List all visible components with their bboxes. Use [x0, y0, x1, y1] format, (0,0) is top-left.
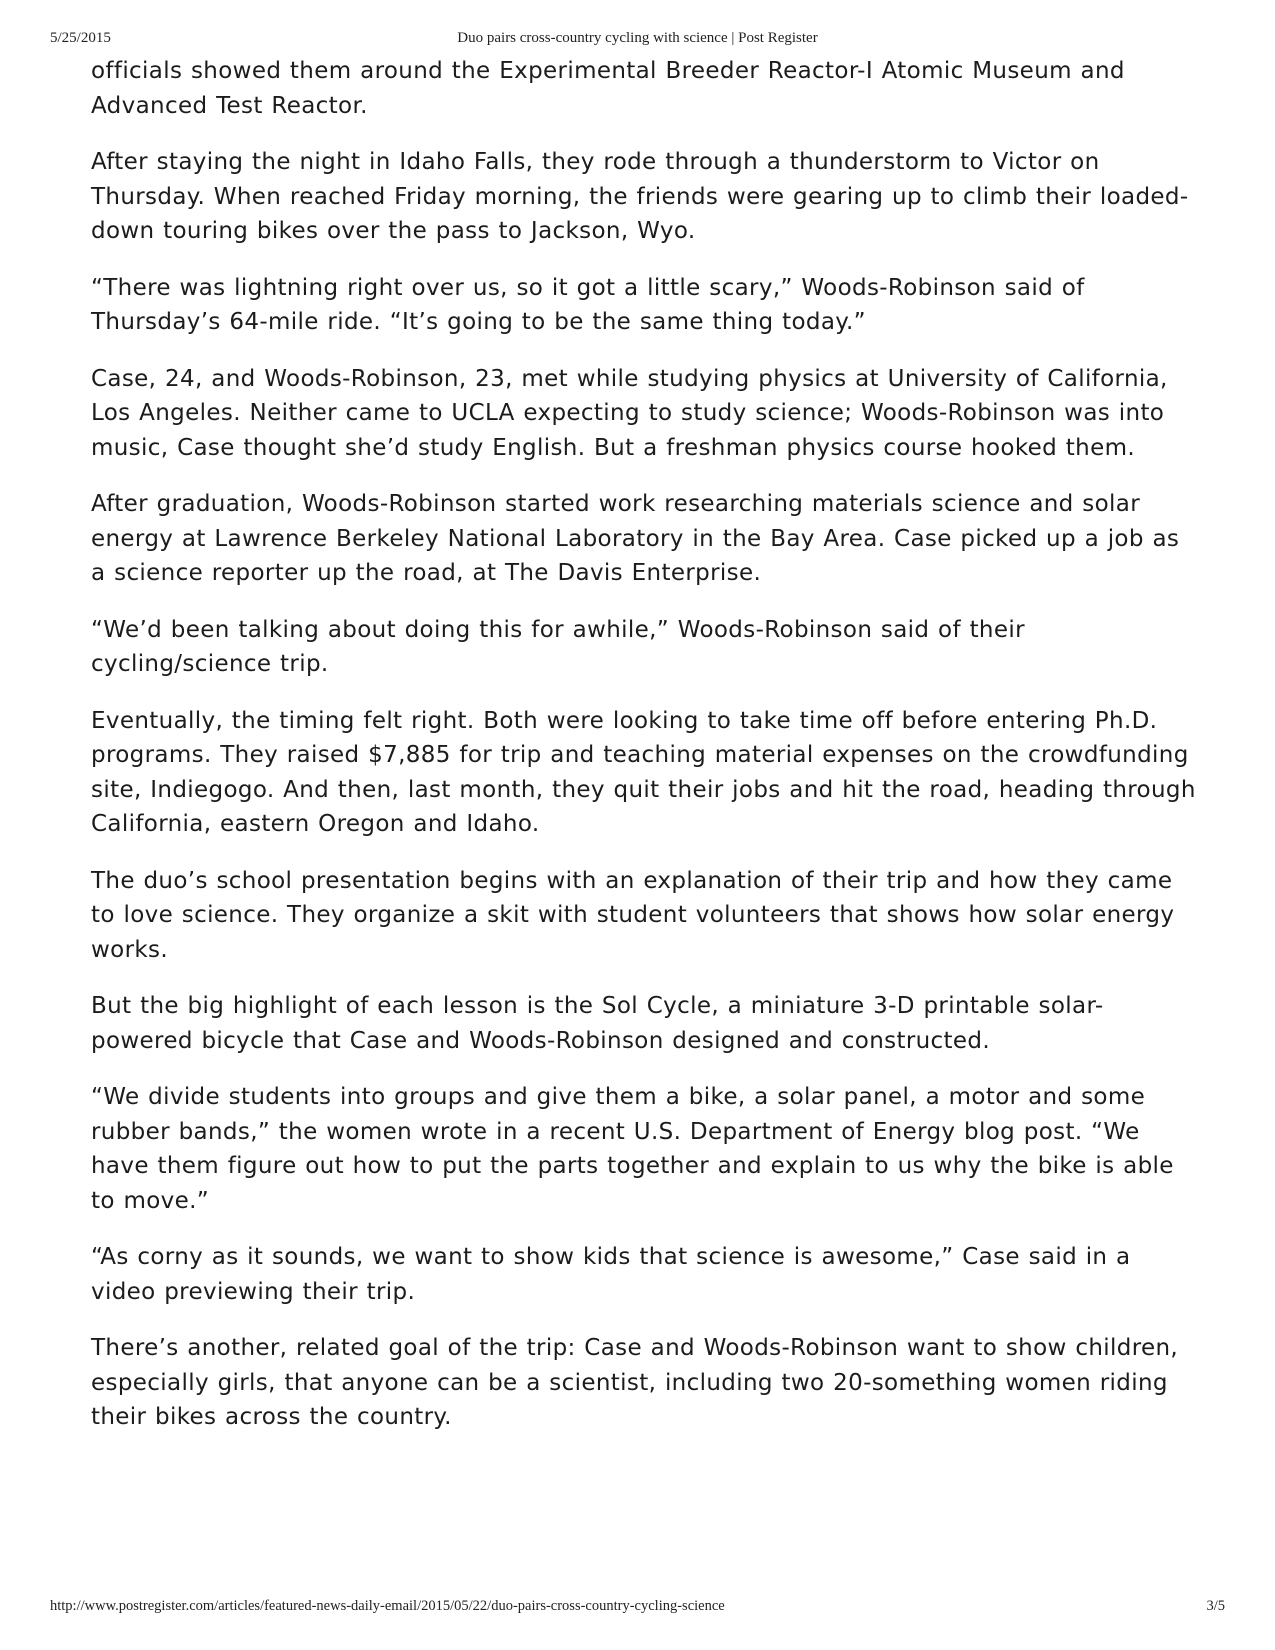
article-paragraph: “As corny as it sounds, we want to show kids that science is awesome,” Case said in a video previewing their trip. — [91, 1244, 1131, 1305]
article-paragraph: “We divide students into groups and give them a bike, a solar panel, a motor and some rubber bands,” the women wrote in a recent U.S. Department of Energy blog post. “We have them figure out how to put the parts together and explain to us why the bike is able to move.” — [91, 1084, 1174, 1214]
article-paragraph: officials showed them around the Experimental Breeder Reactor-I Atomic Museum and Advanced Test Reactor. — [91, 58, 1125, 119]
article-paragraph: Eventually, the timing felt right. Both were looking to take time off before entering Ph.D. programs. They raised $7,885 for trip and teaching material expenses on the crowdfunding site, Indiegogo. And then, last month, they quit their jobs and hit the road, heading through California, eastern Oregon and Idaho. — [91, 707, 1196, 837]
article-paragraph: “We’d been talking about doing this for awhile,” Woods-Robinson said of their cycling/science trip. — [91, 616, 1025, 677]
article-paragraph: “There was lightning right over us, so it got a little scary,” Woods-Robinson said of Thursday’s 64-mile ride. “It’s going to be the same thing today.” — [91, 274, 1085, 335]
page-number: 3/5 — [1206, 1598, 1225, 1614]
article-paragraph: Case, 24, and Woods-Robinson, 23, met while studying physics at University of California, Los Angeles. Neither came to UCLA expecting to study science; Woods-Robinson was into music, Case thought she’d study English. But a freshman physics course hooked them. — [91, 365, 1168, 461]
article-paragraph: But the big highlight of each lesson is the Sol Cycle, a miniature 3-D printable solar-powered bicycle that Case and Woods-Robinson designed and constructed. — [91, 993, 1104, 1054]
article-paragraph: After graduation, Woods-Robinson started work researching materials science and solar energy at Lawrence Berkeley National Laboratory in the Bay Area. Case picked up a job as a science reporter up the road, at The Davis Enterprise. — [91, 491, 1180, 586]
print-date: 5/25/2015 — [50, 30, 111, 46]
article-paragraph: After staying the night in Idaho Falls, they rode through a thunderstorm to Victor on Thursday. When reached Friday morning, the friends were gearing up to climb their loaded-down touring bikes over the pass to Jackson, Wyo. — [91, 149, 1189, 244]
print-header — [50, 30, 1225, 52]
article-body — [91, 54, 1201, 1457]
article-paragraph: There’s another, related goal of the trip: Case and Woods-Robinson want to show children, especially girls, that anyone can be a scientist, including two 20-something women riding their bikes across the country. — [91, 1335, 1179, 1430]
print-footer — [50, 1598, 1225, 1618]
page-title: Duo pairs cross-country cycling with science | Post Register — [457, 30, 818, 46]
article-paragraph: The duo’s school presentation begins with an explanation of their trip and how they came to love science. They organize a skit with student volunteers that shows how solar energy works. — [91, 867, 1175, 963]
page-url: http://www.postregister.com/articles/featured-news-daily-email/2015/05/22/duo-pairs-cross-country-cycling-science — [50, 1598, 725, 1614]
